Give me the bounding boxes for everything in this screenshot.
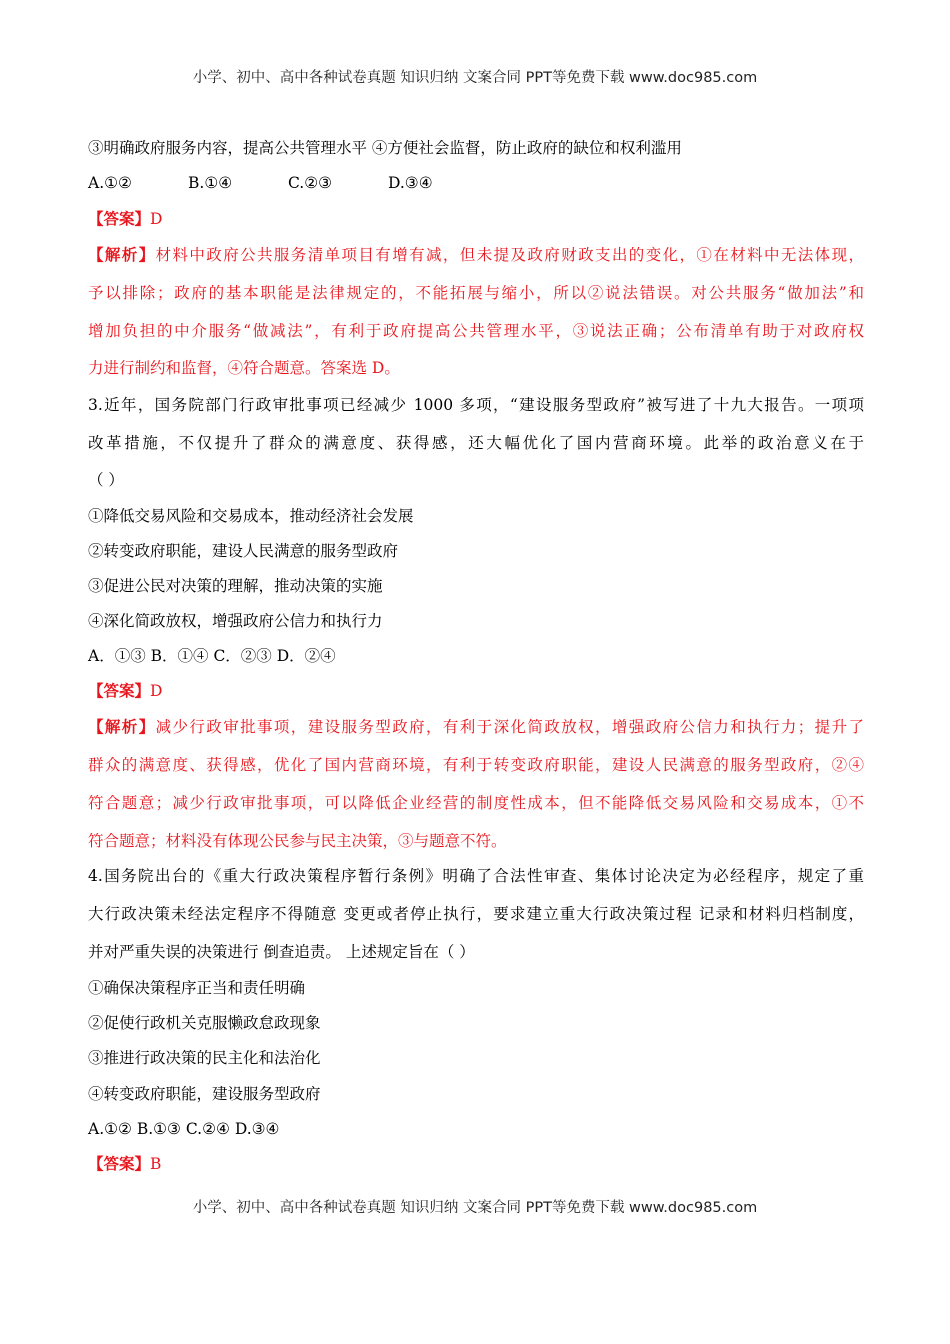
q4-stem-line-1: 4.国务院出台的《重大行政决策程序暂行条例》明确了合法性审查、集体讨论决定为必经程序，规定了重 [88,867,864,885]
page-footer: 小学、初中、高中各种试卷真题 知识归纳 文案合同 PPT等免费下载 www.doc985.com [192,1200,758,1216]
q3-analysis-line-1: 【解析】减少行政审批事项，建设服务型政府，有利于深化简政放权，增强政府公信力和执行力；提升了 [88,717,864,736]
q2-analysis-line-1: 【解析】材料中政府公共服务清单项目有增有减，但未提及政府财政支出的变化，①在材料中无法体现， [88,245,864,264]
page-header: 小学、初中、高中各种试卷真题 知识归纳 文案合同 PPT等免费下载 www.doc985.com [192,70,758,86]
answer-label: 【答案】 [88,209,151,228]
q4-stem-line-2: 大行政决策未经法定程序不得随意 变更或者停止执行，要求建立重大行政决策过程 记录和材料归档制度， [88,905,864,923]
q2-choice-c: C.②③ [288,174,333,192]
q3-stem-line-1: 3.近年，国务院部门行政审批事项已经减少 1000 多项，“建设服务型政府”被写进了十九大报告。一项项 [88,396,864,414]
q2-analysis-line-3: 增加负担的中介服务“做减法”，有利于政府提高公共管理水平，③说法正确；公布清单有助于对政府权 [88,322,864,340]
q3-option-2: ②转变政府职能，建设人民满意的服务型政府 [88,542,399,560]
q4-option-2: ②促使行政机关克服懒政怠政现象 [88,1014,321,1032]
q4-option-4: ④转变政府职能，建设服务型政府 [88,1085,321,1103]
q3-option-3: ③促进公民对决策的理解，推动决策的实施 [88,577,383,595]
q2-answer [88,209,864,229]
q4-stem-line-3: 并对严重失误的决策进行 倒查追责。 上述规定旨在（ ） [88,943,475,961]
q3-choices: A．①③ B．①④ C．②③ D．②④ [88,647,336,665]
q3-option-1: ①降低交易风险和交易成本，推动经济社会发展 [88,507,414,525]
q3-option-4: ④深化简政放权，增强政府公信力和执行力 [88,612,383,630]
answer-value: D [150,682,163,700]
answer-value: B [150,1155,162,1173]
q2-choices [88,173,864,193]
analysis-label: 【解析】 [88,245,156,264]
q3-analysis-line-3: 符合题意；减少行政审批事项，可以降低企业经营的制度性成本，但不能降低交易风险和交易成本，①不 [88,794,864,812]
q2-choice-a: A.①② [88,174,132,192]
q3-stem-line-2: 改革措施，不仅提升了群众的满意度、获得感，还大幅优化了国内营商环境。此举的政治意义在于 [88,434,864,452]
q4-answer [88,1154,864,1174]
answer-value: D [150,210,163,228]
q2-option-line: ③明确政府服务内容，提高公共管理水平 ④方便社会监督，防止政府的缺位和权利滥用 [88,139,682,157]
q2-analysis-line-4: 力进行制约和监督，④符合题意。答案选 D。 [88,359,400,377]
q3-analysis-line-4: 符合题意；材料没有体现公民参与民主决策，③与题意不符。 [88,832,507,850]
answer-label: 【答案】 [88,1154,151,1173]
q4-option-1: ①确保决策程序正当和责任明确 [88,979,306,997]
q2-choice-d: D.③④ [388,174,433,192]
q4-choices: A.①② B.①③ C.②④ D.③④ [88,1120,280,1138]
answer-label: 【答案】 [88,681,151,700]
q2-analysis-line-2: 予以排除；政府的基本职能是法律规定的，不能拓展与缩小，所以②说法错误。对公共服务“做加法”和 [88,284,864,302]
q2-choice-b: B.①④ [188,174,233,192]
q4-option-3: ③推进行政决策的民主化和法治化 [88,1049,321,1067]
q3-analysis-line-2: 群众的满意度、获得感，优化了国内营商环境，有利于转变政府职能，建设人民满意的服务型政府，②④ [88,756,864,774]
q3-answer [88,681,864,701]
q3-stem-line-3: （ ） [88,471,124,489]
analysis-label: 【解析】 [88,717,156,736]
